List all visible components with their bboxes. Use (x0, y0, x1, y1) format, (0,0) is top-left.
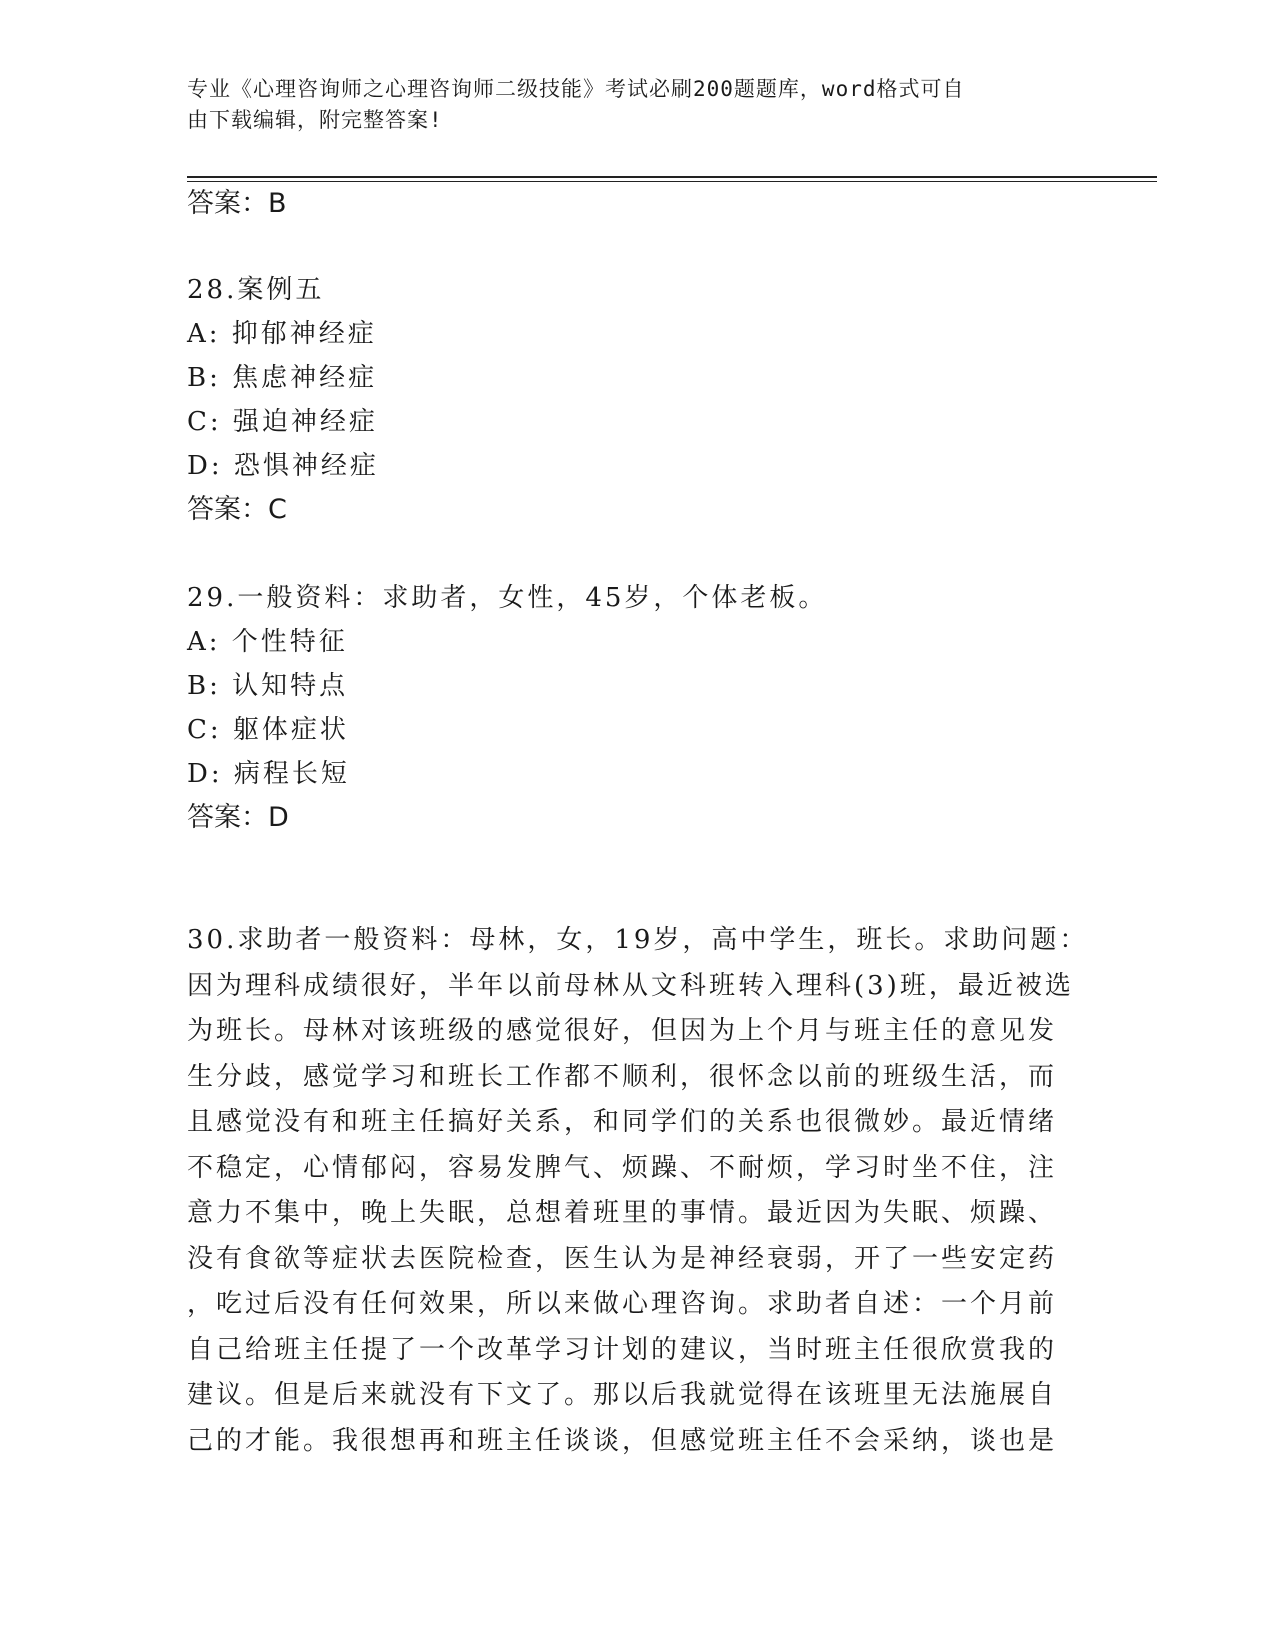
question-30-line: 没有食欲等症状去医院检查，医生认为是神经衰弱，开了一些安定药 (187, 1243, 1058, 1274)
question-30-line: 30.求助者一般资料：母林，女，19岁，高中学生，班长。求助问题： (187, 925, 1089, 955)
question-29-option-b: B: 认知特点 (187, 671, 349, 701)
question-30-line: 不稳定，心情郁闷，容易发脾气、烦躁、不耐烦，学习时坐不住，注 (187, 1152, 1058, 1183)
header-line-1: 专业《心理咨询师之心理咨询师二级技能》考试必刷200题题库，word格式可自 (187, 77, 965, 101)
question-30-line: 自己给班主任提了一个改革学习计划的建议，当时班主任很欣赏我的 (187, 1334, 1058, 1365)
question-29-title: 29.一般资料：求助者，女性，45岁，个体老板。 (187, 583, 828, 613)
previous-answer: 答案：B (187, 188, 287, 219)
question-29-option-d: D: 病程长短 (187, 759, 350, 789)
question-30-line: 己的才能。我很想再和班主任谈谈，但感觉班主任不会采纳，谈也是 (187, 1425, 1058, 1456)
question-28-answer: 答案：C (187, 494, 287, 525)
question-29-option-a: A: 个性特征 (187, 627, 348, 657)
question-28-option-a: A: 抑郁神经症 (187, 319, 377, 349)
header-divider-thick (187, 176, 1157, 178)
question-30-line: 意力不集中，晚上失眠，总想着班里的事情。最近因为失眠、烦躁、 (187, 1198, 1058, 1228)
question-28-option-d: D: 恐惧神经症 (187, 451, 379, 481)
question-30-line: 且感觉没有和班主任搞好关系，和同学们的关系也很微妙。最近情绪 (187, 1107, 1058, 1137)
question-30-line: 为班长。母林对该班级的感觉很好，但因为上个月与班主任的意见发 (187, 1016, 1058, 1046)
question-29-answer: 答案：D (187, 802, 289, 833)
question-28-option-c: C: 强迫神经症 (187, 407, 378, 437)
question-30-line: 生分歧，感觉学习和班长工作都不顺利，很怀念以前的班级生活，而 (187, 1061, 1058, 1092)
page-header (187, 74, 1067, 136)
question-28-title: 28.案例五 (187, 275, 325, 305)
header-line-2: 由下载编辑，附完整答案! (187, 108, 443, 132)
question-28-option-b: B: 焦虑神经症 (187, 363, 378, 393)
question-29-option-c: C: 躯体症状 (187, 715, 349, 745)
question-30-line: ，吃过后没有任何效果，所以来做心理咨询。求助者自述：一个月前 (187, 1289, 1058, 1319)
question-30-line: 建议。但是后来就没有下文了。那以后我就觉得在该班里无法施展自 (187, 1380, 1058, 1410)
header-divider-thin (187, 181, 1157, 182)
question-30-body (187, 918, 1089, 1464)
question-30-line: 因为理科成绩很好，半年以前母林从文科班转入理科(3)班，最近被选 (187, 970, 1074, 1001)
